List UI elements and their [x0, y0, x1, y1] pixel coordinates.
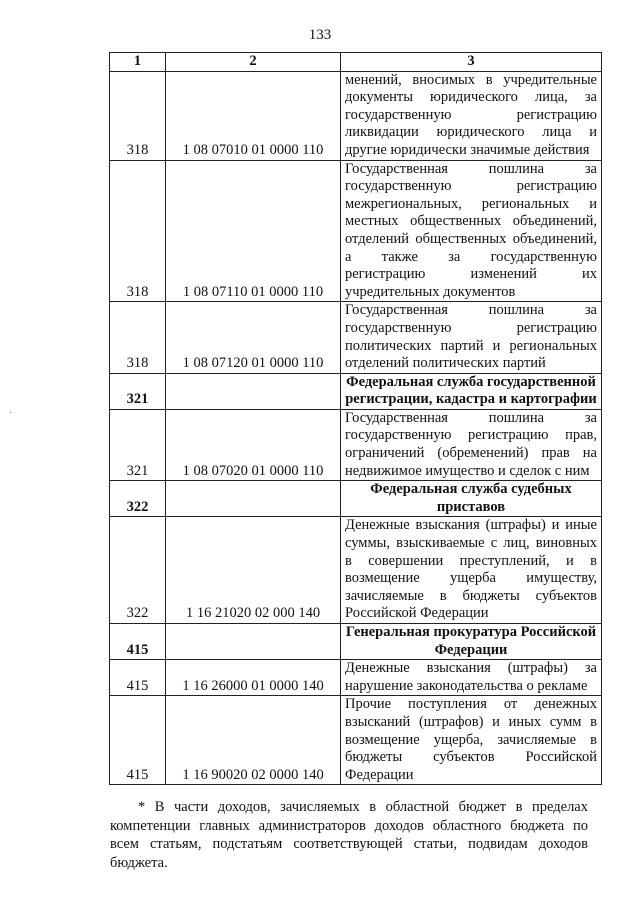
table-row: [110, 71, 602, 160]
income-code-cell: 1 16 26000 01 0000 140: [166, 660, 341, 696]
admin-code-cell: 322: [110, 481, 166, 517]
administrator-heading-row: [110, 373, 602, 409]
table-row: [110, 160, 602, 302]
administrator-name-cell: Генеральная прокуратура Российской Федерации: [341, 624, 602, 660]
income-code-cell: [166, 373, 341, 409]
income-name-cell: Государственная пошлина за государственную регистрацию политических партий и региональных отделений политических партий: [341, 302, 602, 373]
income-code-cell: 1 08 07020 01 0000 110: [166, 409, 341, 480]
column-header-name: 3: [341, 53, 602, 72]
income-name-cell: Денежные взыскания (штрафы) и иные суммы, взыскиваемые с лиц, виновных в совершении преступлений, и в возмещение ущерба имуществу, зачисляемые в бюджеты субъектов Российской Федерации: [341, 517, 602, 624]
income-code-cell: 1 08 07120 01 0000 110: [166, 302, 341, 373]
admin-code-cell: 318: [110, 71, 166, 160]
income-code-cell: [166, 481, 341, 517]
admin-code-cell: 322: [110, 517, 166, 624]
column-header-admin-code: 1: [110, 53, 166, 72]
admin-code-cell: 321: [110, 373, 166, 409]
table-header-row: [110, 53, 602, 72]
administrator-name-cell: Федеральная служба судебных приставов: [341, 481, 602, 517]
admin-code-cell: 415: [110, 624, 166, 660]
table-row: [110, 696, 602, 785]
admin-code-cell: 321: [110, 409, 166, 480]
table-row: [110, 660, 602, 696]
admin-code-cell: 318: [110, 302, 166, 373]
income-code-cell: 1 16 90020 02 0000 140: [166, 696, 341, 785]
table-row: [110, 409, 602, 480]
income-code-cell: 1 08 07010 01 0000 110: [166, 71, 341, 160]
income-code-cell: 1 08 07110 01 0000 110: [166, 160, 341, 302]
income-name-cell: Государственная пошлина за государственную регистрацию межрегиональных, региональных и местных общественных объединений, отделений общественных объединений, а также за государственную регистрацию изменений их учредительных документов: [341, 160, 602, 302]
administrator-heading-row: [110, 624, 602, 660]
income-administrators-table: [109, 52, 602, 785]
income-code-cell: 1 16 21020 02 000 140: [166, 517, 341, 624]
admin-code-cell: 318: [110, 160, 166, 302]
administrator-heading-row: [110, 481, 602, 517]
margin-mark: ·: [9, 408, 13, 419]
page-number: 133: [308, 27, 332, 43]
income-name-cell: менений, вносимых в учредительные документы юридического лица, за государственную регистрацию ликвидации юридического лица и другие юридически значимые действия: [341, 71, 602, 160]
income-code-cell: [166, 624, 341, 660]
admin-code-cell: 415: [110, 660, 166, 696]
admin-code-cell: 415: [110, 696, 166, 785]
footnote: * В части доходов, зачисляемых в областной бюджет в пределах компетенции главных администраторов доходов областного бюджета по всем статьям, подстатьям соответствующей статьи, подвидам доходов бюджета.: [110, 799, 588, 871]
table-row: [110, 517, 602, 624]
income-name-cell: Денежные взыскания (штрафы) за нарушение законодательства о рекламе: [341, 660, 602, 696]
column-header-income-code: 2: [166, 53, 341, 72]
income-name-cell: Государственная пошлина за государственную регистрацию прав, ограничений (обременений) прав на недвижимое имущество и сделок с ним: [341, 409, 602, 480]
income-name-cell: Прочие поступления от денежных взысканий (штрафов) и иных сумм в возмещение ущерба, зачисляемые в бюджеты субъектов Российской Федерации: [341, 696, 602, 785]
table-row: [110, 302, 602, 373]
administrator-name-cell: Федеральная служба государственной регистрации, кадастра и картографии: [341, 373, 602, 409]
